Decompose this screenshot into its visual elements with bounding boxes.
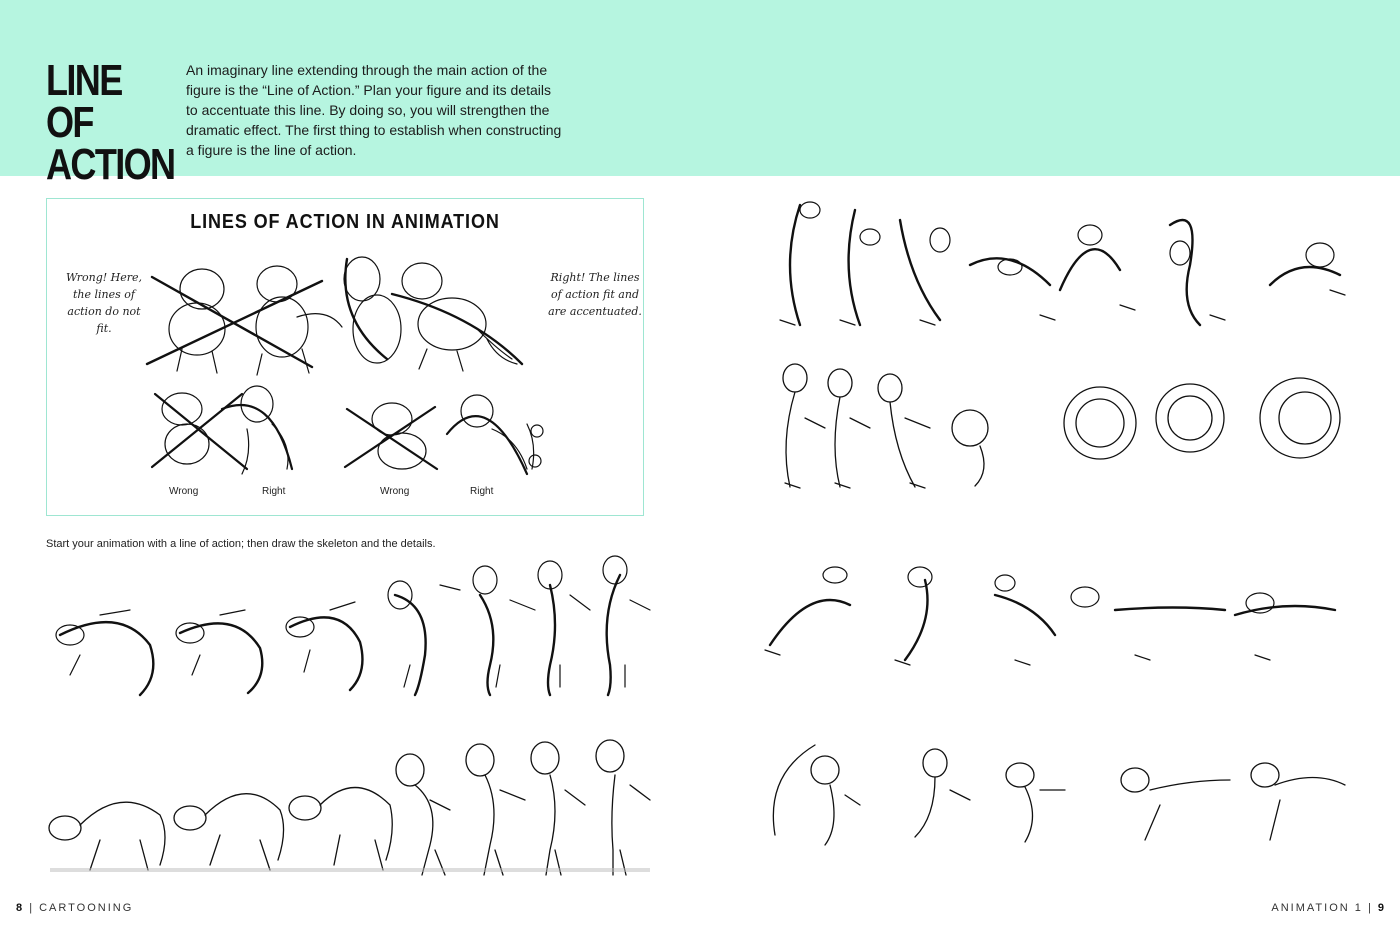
title-line-1: LINE OF [46, 56, 122, 147]
page-number-left: 8 [16, 902, 25, 914]
ballplayer-row-2-illustration [755, 735, 1365, 855]
inset-box [46, 198, 644, 516]
label-wrong-1: Wrong [169, 486, 199, 497]
note-wrong: Wrong! Here, the lines of action do not fit. [65, 271, 143, 335]
skeleton-sequence-illustration [40, 555, 660, 695]
folio-left [16, 902, 133, 914]
section-name-left: CARTOONING [39, 902, 134, 914]
note-right: Right! The lines of action fit and are accentuated. [548, 271, 642, 318]
folio-right [1271, 902, 1386, 914]
folio-divider-left: | [29, 902, 40, 914]
skeleton-row-1-illustration [760, 195, 1370, 335]
page-title [46, 56, 175, 189]
cat-drawings-illustration [47, 199, 645, 517]
label-wrong-2: Wrong [380, 486, 410, 497]
inset-title: LINES OF ACTION IN ANIMATION [190, 211, 500, 233]
title-line-2: ACTION [46, 140, 175, 189]
label-right-2: Right [470, 486, 494, 497]
folio-divider-right: | [1367, 902, 1378, 914]
skeleton-row-2-illustration [755, 565, 1365, 675]
label-right-1: Right [262, 486, 286, 497]
section-name-right: ANIMATION 1 [1271, 902, 1363, 914]
ballplayer-sequence-illustration [40, 730, 660, 880]
ballplayer-row-1-illustration [760, 358, 1370, 498]
caption: Start your animation with a line of action; then draw the skeleton and the details. [46, 538, 436, 550]
page-number-right: 9 [1377, 902, 1386, 914]
intro-paragraph: An imaginary line extending through the main action of the figure is the “Line of Action.” Plan your figure and its details to accentuate this line. By doing so, you will strengthen the dramatic effect. The first thing to establish when constructing a figure is the line of action. [186, 62, 562, 158]
